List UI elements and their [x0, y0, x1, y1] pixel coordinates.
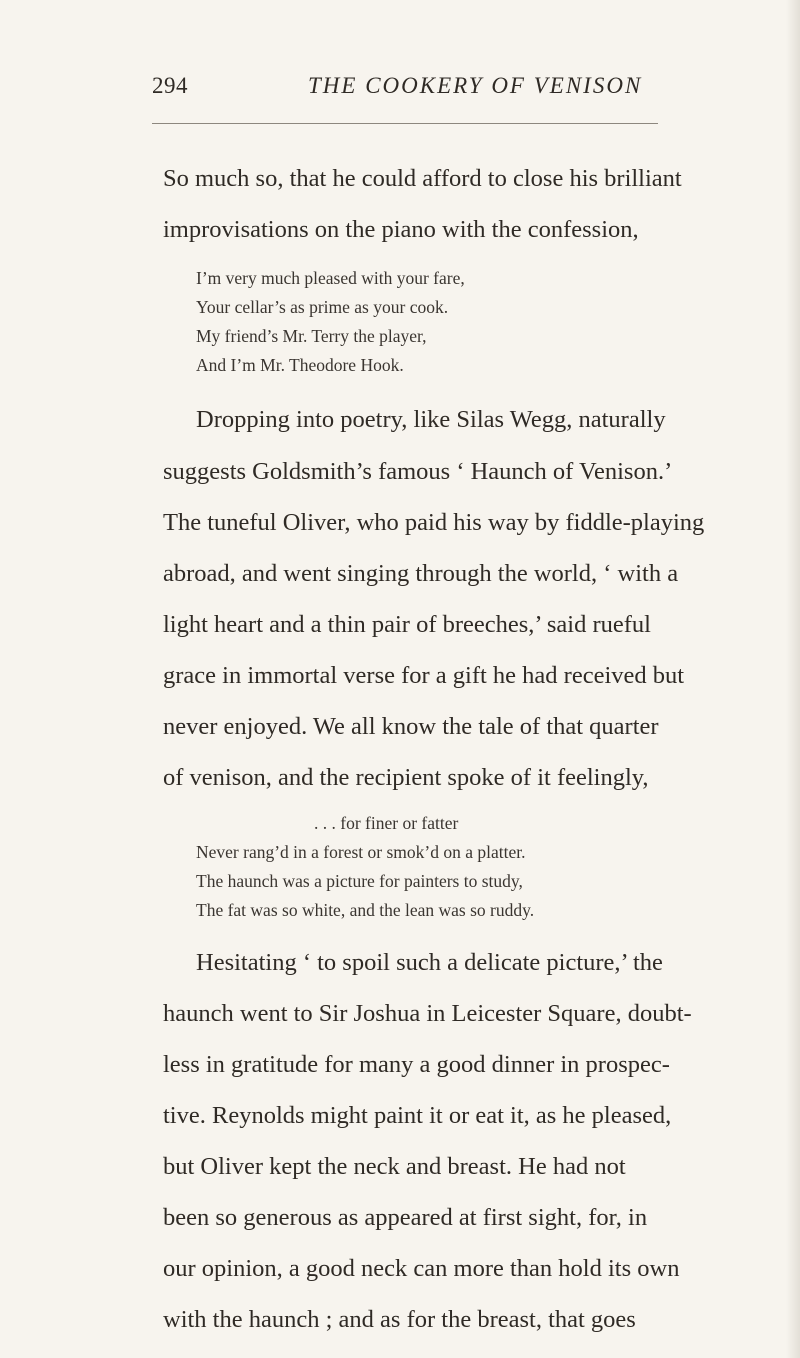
text-line: with the haunch ; and as for the breast, that goes [163, 1306, 636, 1333]
text-line: tive. Reynolds might paint it or eat it, as he pleased, [163, 1102, 672, 1129]
text-line: been so generous as appeared at first sight, for, in [163, 1204, 648, 1231]
text-line: our opinion, a good neck can more than hold its own [163, 1255, 680, 1282]
verse-line: The haunch was a picture for painters to study, [196, 871, 523, 891]
text-line: improvisations on the piano with the confession, [163, 216, 639, 243]
text-line: So much so, that he could afford to close his brilliant [163, 165, 682, 192]
verse-line: . . . for finer or fatter [314, 813, 459, 833]
verse-line: Never rang’d in a forest or smok’d on a platter. [196, 842, 526, 862]
text-line: of venison, and the recipient spoke of it feelingly, [163, 764, 649, 791]
page-edge-shadow [786, 0, 800, 1358]
text-line: grace in immortal verse for a gift he had received but [163, 662, 685, 689]
page-header [152, 73, 658, 113]
text-line: Hesitating ‘ to spoil such a delicate picture,’ the [196, 949, 663, 976]
verse-line: My friend’s Mr. Terry the player, [196, 326, 427, 346]
page-number: 294 [152, 73, 188, 98]
header-rule [152, 123, 658, 124]
text-line: abroad, and went singing through the world, ‘ with a [163, 560, 679, 587]
running-title: THE COOKERY OF VENISON [308, 73, 643, 98]
text-line: less in gratitude for many a good dinner in prospec- [163, 1051, 670, 1078]
verse-line: Your cellar’s as prime as your cook. [196, 297, 449, 317]
text-line: Dropping into poetry, like Silas Wegg, naturally [196, 406, 666, 433]
verse-line: I’m very much pleased with your fare, [196, 268, 465, 288]
verse-line: And I’m Mr. Theodore Hook. [196, 355, 404, 375]
text-line: but Oliver kept the neck and breast. He had not [163, 1153, 626, 1180]
text-line: light heart and a thin pair of breeches,’ said rueful [163, 611, 651, 638]
text-line: The tuneful Oliver, who paid his way by fiddle-playing [163, 509, 705, 536]
text-line: suggests Goldsmith’s famous ‘ Haunch of Venison.’ [163, 458, 673, 485]
text-line: never enjoyed. We all know the tale of that quarter [163, 713, 659, 740]
text-line: haunch went to Sir Joshua in Leicester Square, doubt- [163, 1000, 692, 1027]
verse-line: The fat was so white, and the lean was so ruddy. [196, 900, 535, 920]
